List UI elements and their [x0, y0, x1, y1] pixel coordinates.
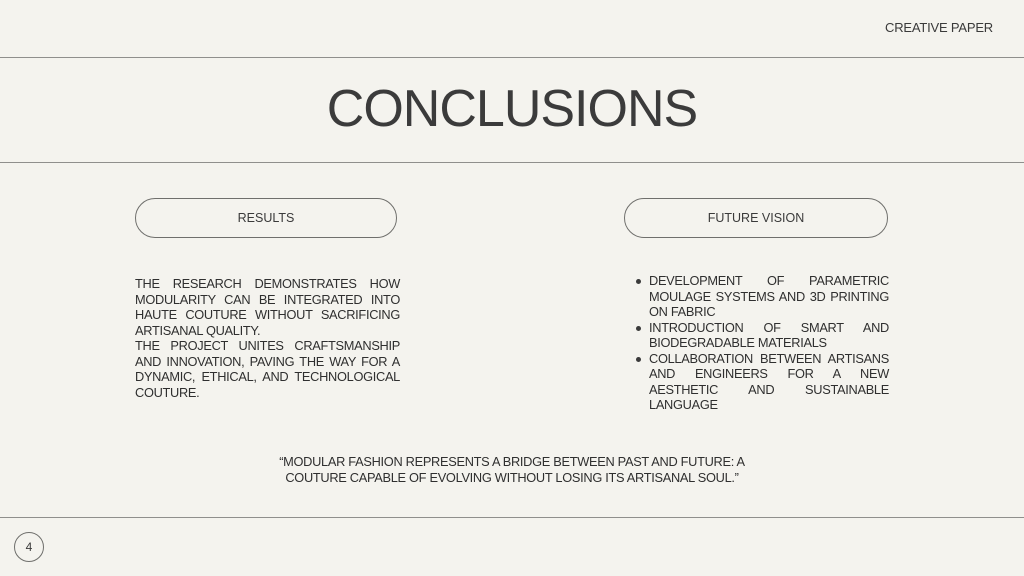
list-item: DEVELOPMENT OF PARAMETRIC MOULAGE SYSTEMS AND 3D PRINTING ON FABRIC — [649, 273, 889, 319]
future-vision-heading-pill — [624, 198, 888, 238]
results-text — [135, 276, 400, 400]
future-vision-heading: FUTURE VISION — [707, 211, 805, 225]
list-item: COLLABORATION BETWEEN ARTISANS AND ENGINEERS FOR A NEW AESTHETIC AND SUSTAINABLE LANGUAGE — [649, 350, 889, 412]
page-number-badge — [14, 532, 44, 562]
results-paragraph: THE RESEARCH DEMONSTRATES HOW MODULARITY CAN BE INTEGRATED INTO HAUTE COUTURE WITHOUT SACRIFICING ARTISANAL QUALITY. — [135, 276, 400, 338]
future-vision-list — [632, 273, 889, 413]
title-divider — [0, 162, 1024, 163]
results-heading: RESULTS — [237, 211, 295, 225]
footer-divider — [0, 517, 1024, 518]
list-item: INTRODUCTION OF SMART AND BIODEGRADABLE MATERIALS — [649, 319, 889, 350]
closing-quote: “MODULAR FASHION REPRESENTS A BRIDGE BETWEEN PAST AND FUTURE: A COUTURE CAPABLE OF EVOLVING WITHOUT LOSING ITS ARTISANAL SOUL.” — [279, 454, 745, 485]
results-paragraph: THE PROJECT UNITES CRAFTSMANSHIP AND INNOVATION, PAVING THE WAY FOR A DYNAMIC, ETHICAL, AND TECHNOLOGICAL COUTURE. — [135, 338, 400, 400]
top-divider — [0, 57, 1024, 58]
page-number: 4 — [25, 540, 33, 554]
header-label: CREATIVE PAPER — [885, 20, 993, 35]
results-heading-pill — [135, 198, 397, 238]
page-title: CONCLUSIONS — [326, 80, 698, 138]
